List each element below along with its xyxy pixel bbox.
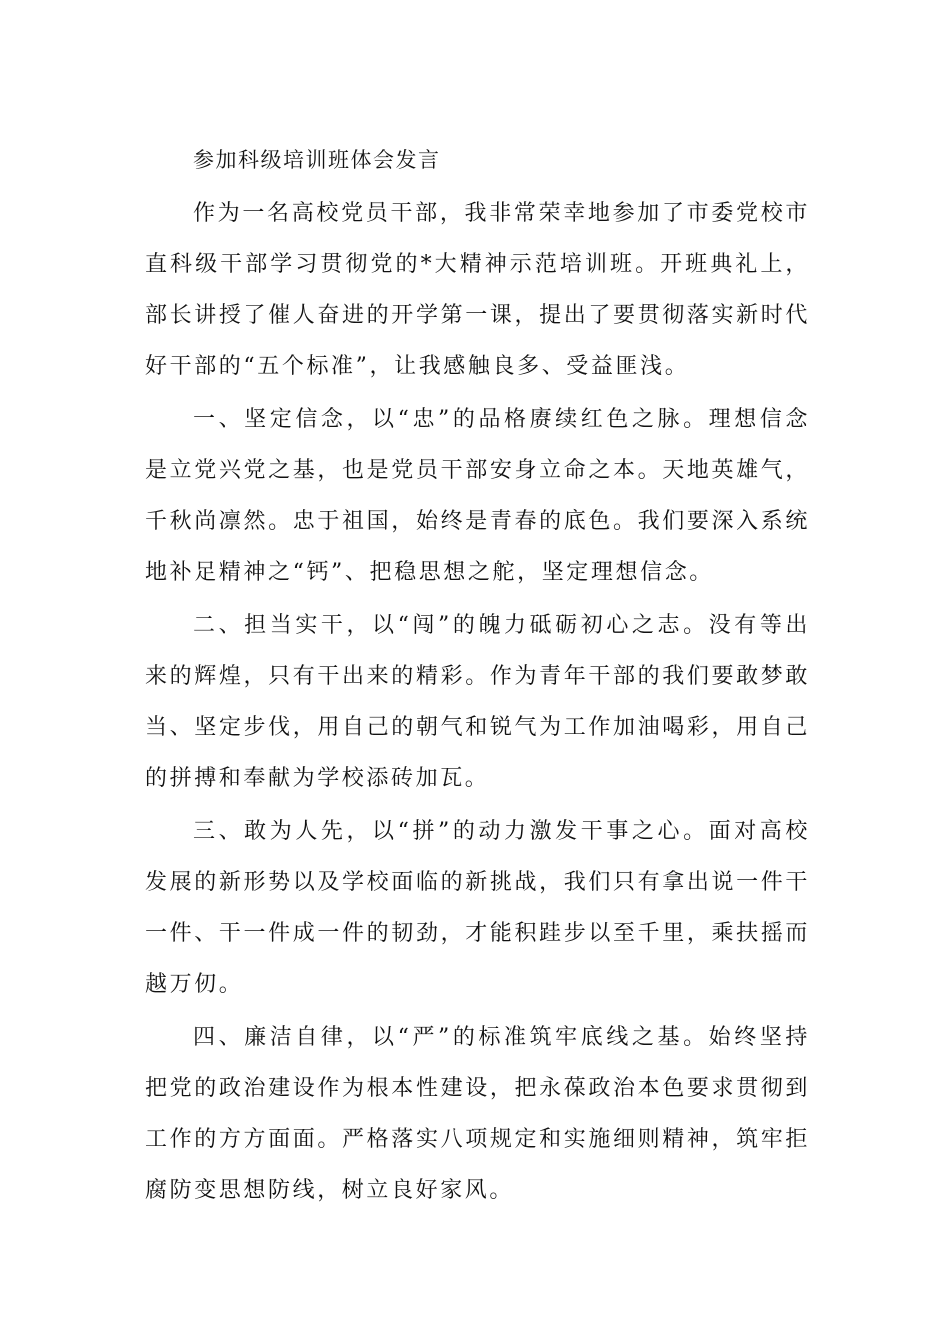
paragraph-intro: 作为一名高校党员干部，我非常荣幸地参加了市委党校市直科级干部学习贯彻党的*大精神示范培训班。开班典礼上，部长讲授了催人奋进的开学第一课，提出了要贯彻落实新时代好干部的“五个标准”，让我感触良多、受益匪浅。 — [145, 201, 810, 379]
paragraph-section-1: 一、坚定信念，以“忠”的品格赓续红色之脉。理想信念是立党兴党之基，也是党员干部安身立命之本。天地英雄气，千秋尚凛然。忠于祖国，始终是青春的底色。我们要深入系统地补足精神之“钙”、把稳思想之舵，坚定理想信念。 — [145, 407, 810, 585]
paragraph-section-4: 四、廉洁自律，以“严”的标准筑牢底线之基。始终坚持把党的政治建设作为根本性建设，把永葆政治本色要求贯彻到工作的方方面面。严格落实八项规定和实施细则精神，筑牢拒腐防变思想防线，树立良好家风。 — [145, 1025, 810, 1203]
document-body — [145, 135, 810, 1216]
paragraph-section-2: 二、担当实干，以“闯”的魄力砥砺初心之志。没有等出来的辉煌，只有干出来的精彩。作为青年干部的我们要敢梦敢当、坚定步伐，用自己的朝气和锐气为工作加油喝彩，用自己的拼搏和奉献为学校添砖加瓦。 — [145, 613, 810, 791]
document-title: 参加科级培训班体会发言 — [193, 148, 441, 172]
paragraph-section-3: 三、敢为人先，以“拼”的动力激发干事之心。面对高校发展的新形势以及学校面临的新挑战，我们只有拿出说一件干一件、干一件成一件的韧劲，才能积跬步以至千里，乘扶摇而越万仞。 — [145, 819, 810, 997]
